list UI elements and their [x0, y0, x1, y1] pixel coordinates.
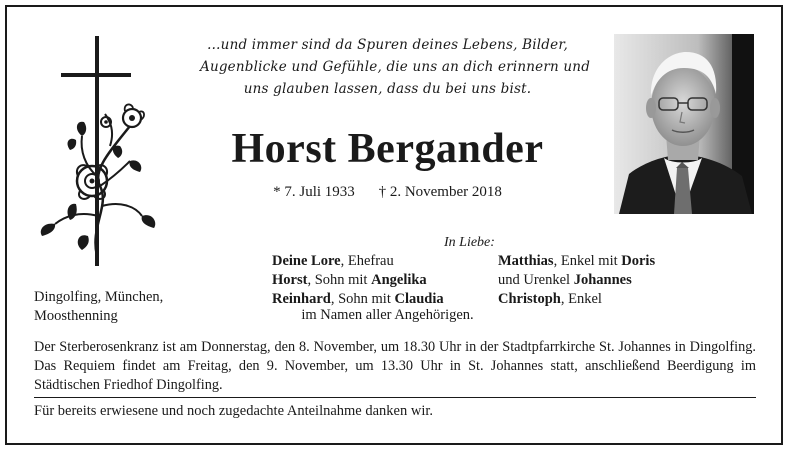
- mourner-relation: , Enkel mit: [553, 253, 622, 269]
- deceased-name: Horst Bergander: [231, 126, 544, 172]
- divider: [34, 397, 756, 398]
- mourner-line: [272, 252, 444, 271]
- birth-date: * 7. Juli 1933: [273, 184, 355, 200]
- mourner-line: [498, 252, 655, 271]
- place-of-residence: [34, 288, 163, 326]
- mourners-intro: In Liebe:: [444, 235, 495, 250]
- mourner-name: Matthias: [498, 253, 554, 269]
- mourner-line: [498, 271, 655, 290]
- mourner-partner: Claudia: [394, 291, 444, 307]
- place-line: Moosthenning: [34, 308, 118, 324]
- poem-line: uns glauben lassen, dass du bei uns bist.: [243, 81, 532, 97]
- mourner-name: Horst: [272, 272, 308, 288]
- thanks-text: Für bereits erwiesene und noch zugedachte Anteilnahme danken wir.: [34, 403, 434, 419]
- poem: [200, 34, 591, 100]
- mourner-relation: , Sohn mit: [307, 272, 372, 288]
- mourner-relation: , Sohn mit: [330, 291, 395, 307]
- portrait-photo: [614, 34, 754, 214]
- mourners-closing: im Namen aller Angehörigen.: [301, 307, 474, 323]
- place-line: Dingolfing, München,: [34, 289, 164, 305]
- mourner-relation: , Ehefrau: [340, 253, 394, 269]
- mourner-name: Johannes: [573, 272, 632, 288]
- poem-line: Augenblicke und Gefühle, die uns an dich erinnern und: [200, 59, 591, 75]
- mourner-relation: und Urenkel: [498, 272, 574, 288]
- life-dates: [200, 182, 575, 202]
- mourner-line: [272, 271, 444, 290]
- mourner-relation: , Enkel: [560, 291, 602, 307]
- mourners-left-column: [272, 252, 444, 309]
- mourner-partner: Angelika: [371, 272, 427, 288]
- cross-with-flowers-icon: [30, 36, 160, 276]
- mourner-name: Christoph: [498, 291, 561, 307]
- mourner-partner: Doris: [621, 253, 656, 269]
- death-date: † 2. November 2018: [378, 184, 502, 200]
- mourner-name: Reinhard: [272, 291, 331, 307]
- funeral-notice: Der Sterberosenkranz ist am Donnerstag, den 8. November, um 18.30 Uhr in der Stadtpfarrkirche St. Johannes in Dingolfing. Das Requiem findet am Freitag, den 9. November, um 13.30 Uhr in St. Johannes statt, anschließend Beerdigung im Städtischen Friedhof Dingolfing.: [34, 339, 756, 393]
- mourner-name: Deine Lore: [272, 253, 341, 269]
- mourners-right-column: [498, 252, 655, 309]
- poem-line: …und immer sind da Spuren deines Lebens, Bilder,: [206, 37, 569, 53]
